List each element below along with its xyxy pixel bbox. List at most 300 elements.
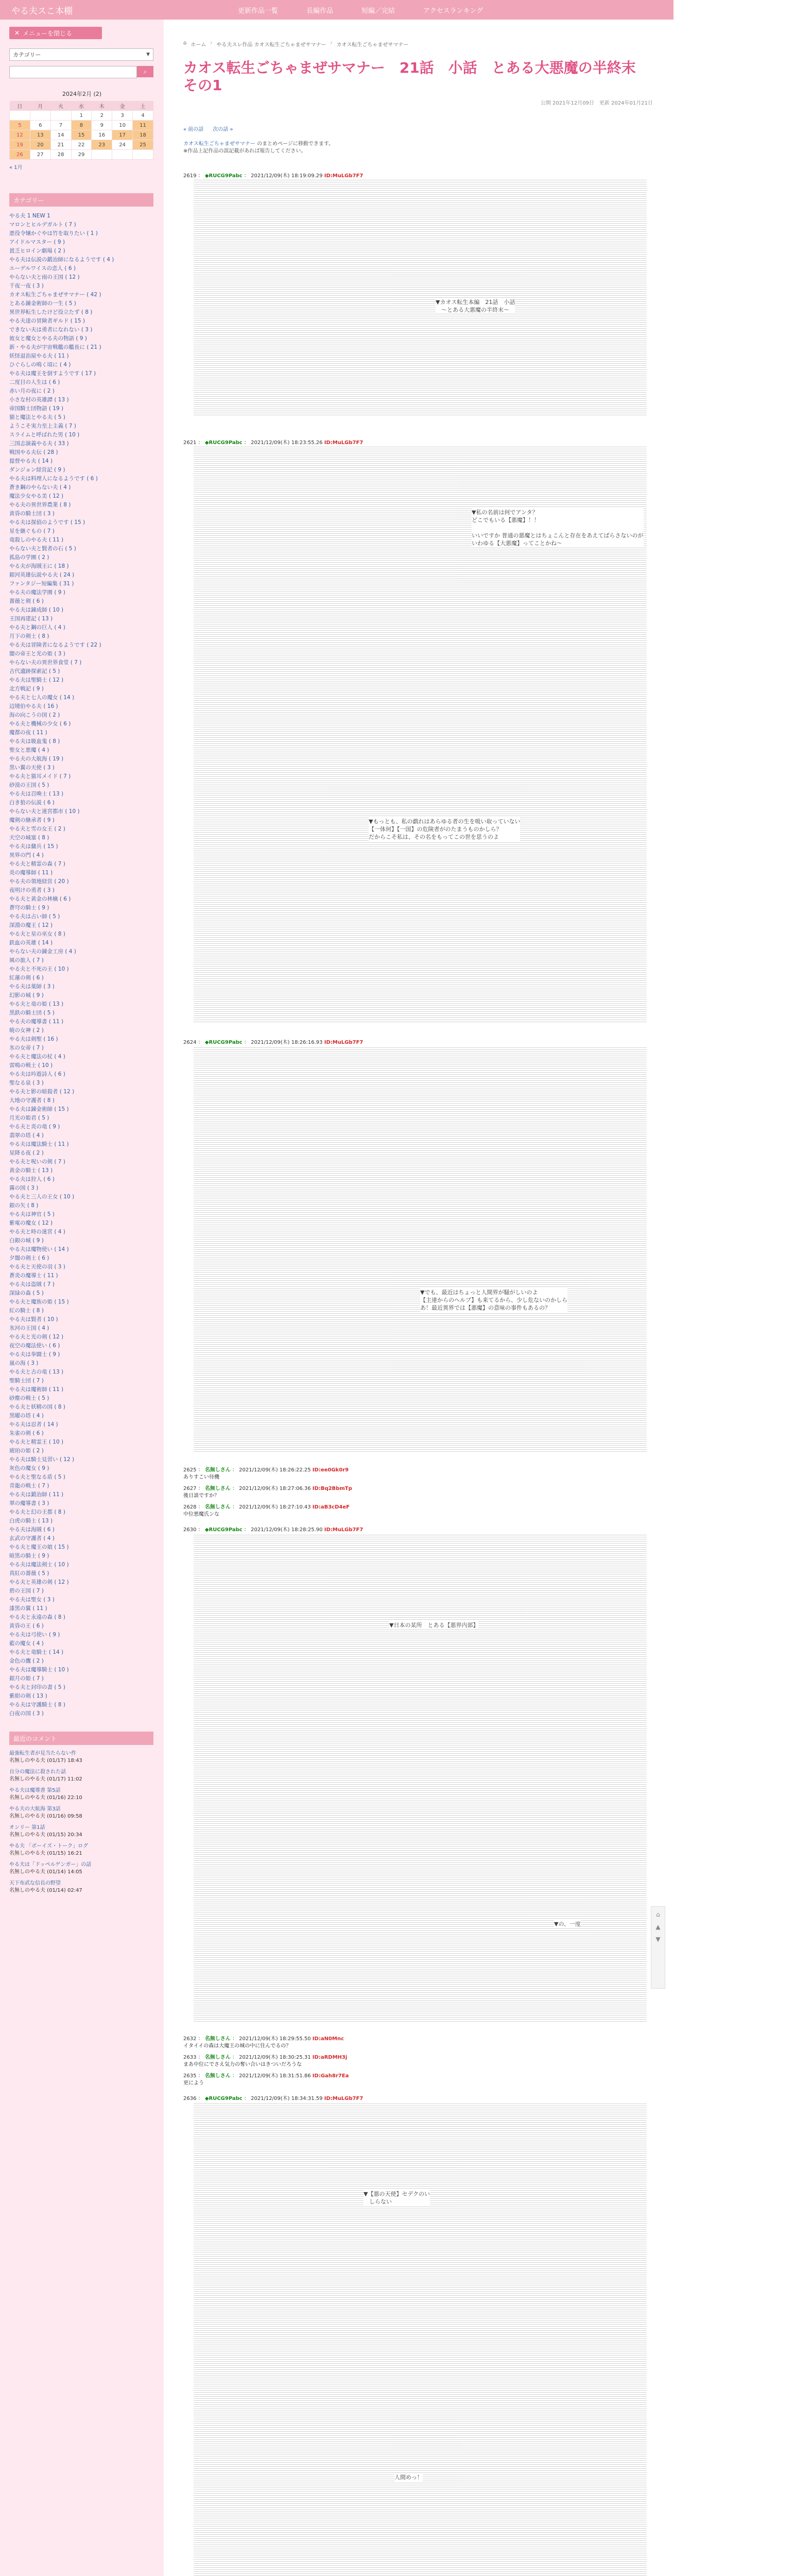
- post-number[interactable]: 2628: [183, 1504, 197, 1510]
- post-number[interactable]: 2621: [183, 440, 197, 446]
- category-link-label: 黄昏の騎士団 ( 3 ): [9, 511, 55, 517]
- category-link[interactable]: [9, 308, 153, 317]
- category-link[interactable]: [9, 1061, 153, 1070]
- post-number[interactable]: 2624: [183, 1040, 197, 1045]
- category-link[interactable]: [9, 247, 153, 256]
- post-id[interactable]: ID:MuLGb7F7: [324, 173, 364, 179]
- post-number[interactable]: 2632: [183, 2036, 197, 2042]
- search-input[interactable]: [9, 66, 137, 78]
- ascii-art-caption: ▼【悪の天使】セデクのい しらない: [364, 2191, 430, 2205]
- category-link[interactable]: [9, 580, 153, 588]
- category-link[interactable]: [9, 1175, 153, 1184]
- category-link[interactable]: [9, 842, 153, 851]
- calendar-day[interactable]: 11: [133, 121, 153, 130]
- category-link-label: やる夫は聖騎士 ( 12 ): [9, 677, 64, 683]
- category-link[interactable]: [9, 1385, 153, 1394]
- category-link[interactable]: [9, 930, 153, 939]
- category-select[interactable]: [9, 48, 153, 61]
- category-link[interactable]: [9, 737, 153, 746]
- recent-comment-item: [9, 1787, 153, 1802]
- category-link[interactable]: [9, 492, 153, 501]
- category-link[interactable]: [9, 877, 153, 886]
- category-link-label: 碧の王国 ( 7 ): [9, 1588, 44, 1594]
- category-link[interactable]: [9, 947, 153, 956]
- category-link[interactable]: [9, 553, 153, 562]
- calendar-day[interactable]: 15: [71, 130, 92, 140]
- category-link[interactable]: [9, 1009, 153, 1018]
- category-link[interactable]: [9, 816, 153, 825]
- category-link[interactable]: [9, 256, 153, 264]
- category-link[interactable]: [9, 1438, 153, 1447]
- recent-comment-meta: 名無しのやる夫 (01/14) 02:47: [9, 1888, 82, 1893]
- nav-item-short[interactable]: 短編／完結: [361, 7, 395, 15]
- category-link[interactable]: [9, 693, 153, 702]
- category-link-label: やる夫の魔法学園 ( 9 ): [9, 589, 65, 596]
- category-link[interactable]: [9, 1149, 153, 1158]
- category-link[interactable]: [9, 807, 153, 816]
- category-link[interactable]: [9, 1420, 153, 1429]
- category-link[interactable]: [9, 501, 153, 510]
- category-link[interactable]: [9, 404, 153, 413]
- next-post-link[interactable]: 次の話 »: [213, 127, 233, 132]
- category-link[interactable]: [9, 623, 153, 632]
- post-id[interactable]: ID:aRDMH3j: [312, 2055, 348, 2060]
- category-link-label: 夜空の魔法使い ( 6 ): [9, 1343, 60, 1349]
- category-link-label: やる夫は盗賊 ( 7 ): [9, 1281, 55, 1287]
- post-date: 2021/12/09(木) 18:23:55.26: [251, 440, 323, 446]
- thread-post: [183, 2054, 657, 2069]
- category-link[interactable]: [9, 588, 153, 597]
- category-link[interactable]: [9, 1403, 153, 1412]
- category-link[interactable]: [9, 746, 153, 755]
- category-link[interactable]: [9, 1587, 153, 1596]
- category-link[interactable]: [9, 474, 153, 483]
- post-number[interactable]: 2635: [183, 2073, 197, 2079]
- up-arrow-icon[interactable]: ▲: [655, 1923, 661, 1930]
- category-link[interactable]: [9, 1639, 153, 1648]
- recent-comment-meta: 名無しのやる夫 (01/14) 14:05: [9, 1869, 82, 1875]
- category-link[interactable]: [9, 229, 153, 238]
- category-link[interactable]: [9, 352, 153, 361]
- category-link[interactable]: [9, 1482, 153, 1490]
- category-link-label: 竜殺しのやる夫 ( 11 ): [9, 537, 64, 543]
- calendar-day[interactable]: 25: [133, 140, 153, 150]
- category-link-label: 黒曜の塔 ( 4 ): [9, 1413, 44, 1419]
- category-link[interactable]: [9, 1561, 153, 1569]
- calendar-day[interactable]: 13: [30, 130, 50, 140]
- category-link[interactable]: [9, 912, 153, 921]
- category-link[interactable]: [9, 1394, 153, 1403]
- calendar-day: [30, 111, 50, 121]
- page-title: カオス転生ごちゃまぜサマナー 21話 小話 とある大悪魔の半終末 その1: [183, 59, 650, 94]
- category-link[interactable]: [9, 650, 153, 658]
- search-button[interactable]: [137, 66, 153, 77]
- category-link[interactable]: [9, 685, 153, 693]
- category-link[interactable]: [9, 536, 153, 545]
- category-link[interactable]: [9, 378, 153, 387]
- post-id[interactable]: ID:Bq2BbmTp: [312, 1486, 352, 1492]
- category-link[interactable]: [9, 1447, 153, 1455]
- category-link[interactable]: [9, 1631, 153, 1639]
- post-id[interactable]: ID:MuLGb7F7: [324, 440, 364, 446]
- category-link-label: やらない夫と迷宮都市 ( 10 ): [9, 808, 80, 815]
- recent-comment-title[interactable]: 天下布武な信長の野望: [9, 1880, 61, 1886]
- category-link[interactable]: [9, 1307, 153, 1315]
- post-body: 後日談ですか？: [183, 1493, 219, 1499]
- category-link[interactable]: [9, 869, 153, 877]
- post-number[interactable]: 2630: [183, 1527, 197, 1533]
- category-link[interactable]: [9, 1552, 153, 1561]
- calendar-day[interactable]: 23: [92, 140, 112, 150]
- category-link[interactable]: [9, 597, 153, 606]
- category-link[interactable]: [9, 1604, 153, 1613]
- category-link[interactable]: [9, 1280, 153, 1289]
- category-link[interactable]: [9, 1298, 153, 1307]
- category-link[interactable]: [9, 606, 153, 615]
- calendar-weekday: 日: [10, 101, 30, 111]
- calendar-day[interactable]: 18: [133, 130, 153, 140]
- post-header: 2630 ： ◆RUCG9Pabc ： 2021/12/09(木) 18:28:25.90 ID:MuLGb7F7: [183, 1527, 364, 1533]
- recent-comment-title[interactable]: やる夫は魔導書 第5話: [9, 1788, 61, 1793]
- category-link[interactable]: [9, 1368, 153, 1377]
- category-link[interactable]: [9, 956, 153, 965]
- category-link[interactable]: [9, 1377, 153, 1385]
- category-link[interactable]: [9, 1534, 153, 1543]
- category-link[interactable]: [9, 457, 153, 466]
- category-link-label: 紫紺の剣 ( 13 ): [9, 1693, 47, 1699]
- category-link[interactable]: [9, 483, 153, 492]
- category-link[interactable]: [9, 1333, 153, 1342]
- category-link[interactable]: [9, 1158, 153, 1166]
- recent-comment-title[interactable]: やる夫の大航海 第3話: [9, 1806, 61, 1812]
- category-link[interactable]: [9, 299, 153, 308]
- category-link[interactable]: [9, 1578, 153, 1587]
- category-link[interactable]: [9, 1464, 153, 1473]
- category-link[interactable]: [9, 1236, 153, 1245]
- category-link[interactable]: [9, 1526, 153, 1534]
- category-link-label: やる夫と精霊王 ( 10 ): [9, 1439, 64, 1445]
- category-link[interactable]: [9, 851, 153, 860]
- calendar-title[interactable]: 2024年2月 (2): [62, 91, 102, 97]
- category-link[interactable]: [9, 1263, 153, 1272]
- calendar-day[interactable]: 20: [30, 140, 50, 150]
- category-link[interactable]: [9, 212, 153, 221]
- calendar-day[interactable]: 5: [10, 121, 30, 130]
- category-link[interactable]: [9, 1053, 153, 1061]
- category-link[interactable]: [9, 1131, 153, 1140]
- category-link[interactable]: [9, 886, 153, 895]
- post-number[interactable]: 2625: [183, 1467, 197, 1473]
- category-link[interactable]: [9, 396, 153, 404]
- post-number[interactable]: 2627: [183, 1486, 197, 1492]
- category-link-label: 琥珀の姫 ( 2 ): [9, 1448, 44, 1454]
- category-link[interactable]: [9, 728, 153, 737]
- category-link-label: やる夫は魔術師 ( 11 ): [9, 1386, 64, 1393]
- category-link[interactable]: [9, 711, 153, 720]
- category-link[interactable]: [9, 1201, 153, 1210]
- recent-comment-title[interactable]: オンリー 第1話: [9, 1825, 45, 1831]
- category-link[interactable]: [9, 834, 153, 842]
- category-link[interactable]: [9, 860, 153, 869]
- category-link[interactable]: [9, 1517, 153, 1526]
- category-link[interactable]: [9, 510, 153, 518]
- post-number[interactable]: 2619: [183, 173, 197, 179]
- category-link[interactable]: [9, 1455, 153, 1464]
- category-link[interactable]: [9, 904, 153, 912]
- category-link-label: 朱雀の剣 ( 6 ): [9, 1430, 44, 1436]
- category-link[interactable]: [9, 273, 153, 282]
- category-link[interactable]: [9, 825, 153, 834]
- ascii-art-caption: ▼もっとも、私の戯れはあらゆる者の生を吸い取っていない 【一体何】【一国】の危険者がのたまうものかしら？ だからこそ私は、その名をもってこの世を思うのよ: [369, 818, 521, 840]
- post-header: 2636 ： ◆RUCG9Pabc ： 2021/12/09(木) 18:34:31.59 ID:MuLGb7F7: [183, 2096, 364, 2102]
- post-id[interactable]: ID:MuLGb7F7: [324, 2096, 364, 2102]
- category-link[interactable]: [9, 1709, 153, 1718]
- category-link[interactable]: [9, 571, 153, 580]
- post-body: まあ中位にでさえ気力の奪い合いはきついだろうな: [183, 2062, 302, 2067]
- category-link-label: 暁の女神 ( 2 ): [9, 1027, 44, 1033]
- category-link-label: やる夫は探偵のようです ( 15 ): [9, 519, 85, 526]
- home-icon[interactable]: ⌂: [656, 1911, 660, 1918]
- breadcrumb-category[interactable]: やる夫スレ作品 カオス転生ごちゃまぜサマナー: [216, 42, 326, 48]
- category-link[interactable]: [9, 1245, 153, 1254]
- prev-post-link[interactable]: « 前の話: [183, 127, 204, 132]
- category-link[interactable]: [9, 991, 153, 1000]
- nav-item-updated[interactable]: 更新作品一覧: [238, 7, 279, 15]
- category-link-label: 白銀の城 ( 9 ): [9, 1238, 44, 1244]
- nav-item-ranking[interactable]: アクセスランキング: [423, 7, 483, 15]
- category-link[interactable]: [9, 702, 153, 711]
- category-link[interactable]: [9, 1692, 153, 1701]
- category-link[interactable]: [9, 282, 153, 291]
- category-link[interactable]: [9, 448, 153, 457]
- post-number[interactable]: 2633: [183, 2055, 197, 2060]
- category-link-label: やる夫と炎の竜 ( 9 ): [9, 1124, 60, 1130]
- category-link[interactable]: [9, 1079, 153, 1088]
- category-link[interactable]: [9, 1219, 153, 1228]
- down-arrow-icon[interactable]: ▼: [655, 1936, 661, 1943]
- category-link-label: 真紅の薔薇 ( 5 ): [9, 1570, 49, 1577]
- post-number[interactable]: 2636: [183, 2096, 197, 2102]
- category-link[interactable]: [9, 413, 153, 422]
- nav-item-long[interactable]: 長編作品: [306, 7, 334, 15]
- category-link[interactable]: [9, 527, 153, 536]
- calendar-weekday: 木: [92, 101, 112, 111]
- category-link[interactable]: [9, 369, 153, 378]
- category-link[interactable]: [9, 939, 153, 947]
- category-link[interactable]: [9, 641, 153, 650]
- category-link-label: やる夫は魔王を倒すようです ( 17 ): [9, 370, 96, 377]
- category-link-label: やる夫は召喚士 ( 13 ): [9, 791, 64, 797]
- thread-post: [183, 2095, 657, 2576]
- calendar-day[interactable]: 26: [10, 150, 30, 160]
- close-menu-label: メニューを閉じる: [23, 29, 73, 37]
- category-link[interactable]: [9, 1499, 153, 1508]
- category-link[interactable]: [9, 1701, 153, 1709]
- category-link-label: やる夫と猫耳メイド ( 7 ): [9, 773, 71, 779]
- recent-comment-meta: 名無しのやる夫 (01/15) 20:34: [9, 1832, 82, 1838]
- category-link[interactable]: [9, 974, 153, 982]
- category-link-label: やる夫は占い師 ( 5 ): [9, 913, 60, 920]
- category-link[interactable]: [9, 343, 153, 352]
- category-link[interactable]: [9, 1429, 153, 1438]
- category-link[interactable]: [9, 1018, 153, 1026]
- category-link[interactable]: [9, 1254, 153, 1263]
- post-id[interactable]: ID:MuLGb7F7: [324, 1040, 364, 1045]
- calendar-day[interactable]: 8: [71, 121, 92, 130]
- category-link[interactable]: [9, 1412, 153, 1420]
- category-link[interactable]: [9, 518, 153, 527]
- category-link[interactable]: [9, 1324, 153, 1333]
- category-link[interactable]: [9, 1272, 153, 1280]
- category-link[interactable]: [9, 982, 153, 991]
- category-link[interactable]: [9, 667, 153, 676]
- category-link[interactable]: [9, 1096, 153, 1105]
- category-link[interactable]: [9, 326, 153, 334]
- category-link[interactable]: [9, 422, 153, 431]
- category-link[interactable]: [9, 1569, 153, 1578]
- site-title[interactable]: やる夫スこ本棚: [11, 6, 73, 16]
- category-link[interactable]: [9, 615, 153, 623]
- category-link[interactable]: [9, 1105, 153, 1114]
- category-link[interactable]: [9, 1508, 153, 1517]
- category-link[interactable]: [9, 658, 153, 667]
- calendar-day[interactable]: 19: [10, 140, 30, 150]
- category-link[interactable]: [9, 466, 153, 474]
- category-link[interactable]: [9, 334, 153, 343]
- category-link[interactable]: [9, 781, 153, 790]
- category-link[interactable]: [9, 755, 153, 764]
- category-link[interactable]: [9, 1543, 153, 1552]
- category-link[interactable]: [9, 921, 153, 930]
- category-link[interactable]: [9, 965, 153, 974]
- post-id[interactable]: ID:MuLGb7F7: [324, 1527, 364, 1533]
- recent-comment-title[interactable]: 最強転生者が見当たらない件: [9, 1751, 76, 1756]
- category-link[interactable]: [9, 1359, 153, 1368]
- category-link[interactable]: [9, 1674, 153, 1683]
- post-date: 2021/12/09(木) 18:34:31.59: [251, 2096, 323, 2102]
- category-link[interactable]: [9, 1228, 153, 1236]
- category-link[interactable]: [9, 291, 153, 299]
- category-link[interactable]: [9, 790, 153, 799]
- category-link[interactable]: [9, 1123, 153, 1131]
- category-link[interactable]: [9, 1035, 153, 1044]
- category-link-label: 鉄血の英雄 ( 14 ): [9, 940, 53, 946]
- category-link[interactable]: [9, 1140, 153, 1149]
- ascii-art-caption: ▼私の名前は何でアンタ？ どこでもいる【悪魔】！！ いいですか 普通の悪魔とはちょこんと存在をあえてばらさないのが いわゆる【大悪魔】ってことかね～: [472, 509, 644, 547]
- post-id[interactable]: ID:Gah8r7Ea: [312, 2073, 349, 2079]
- close-menu-button[interactable]: [9, 27, 102, 39]
- category-link[interactable]: [9, 772, 153, 781]
- category-link[interactable]: [9, 720, 153, 728]
- category-link[interactable]: [9, 221, 153, 229]
- search-row: [9, 66, 164, 78]
- intro-link[interactable]: カオス転生ごちゃまぜサマナー: [183, 141, 255, 147]
- category-link-label: ファンタジー短編集 ( 31 ): [9, 581, 74, 587]
- category-link[interactable]: [9, 238, 153, 247]
- category-link[interactable]: [9, 1166, 153, 1175]
- category-link[interactable]: [9, 1184, 153, 1193]
- category-link-label: 嵐の海 ( 3 ): [9, 1360, 39, 1366]
- category-link[interactable]: [9, 1490, 153, 1499]
- category-link[interactable]: [9, 1622, 153, 1631]
- category-link[interactable]: [9, 764, 153, 772]
- category-link[interactable]: [9, 1648, 153, 1657]
- category-link-label: やる夫と魔族の姫 ( 15 ): [9, 1299, 69, 1305]
- category-link-label: 海の向こうの国 ( 2 ): [9, 712, 60, 718]
- category-link[interactable]: [9, 1044, 153, 1053]
- category-link[interactable]: [9, 439, 153, 448]
- category-link-label: やる夫と光の剣 ( 12 ): [9, 1334, 64, 1340]
- category-link[interactable]: [9, 1473, 153, 1482]
- recent-comment-title[interactable]: 自分の魔法に殺された話: [9, 1769, 66, 1775]
- category-link-label: 蒼穹の騎士 ( 9 ): [9, 905, 49, 911]
- category-link[interactable]: [9, 1596, 153, 1604]
- category-link[interactable]: [9, 264, 153, 273]
- category-link-label: 暗黒の騎士 ( 9 ): [9, 1553, 49, 1559]
- category-link[interactable]: [9, 317, 153, 326]
- category-list: [9, 212, 153, 1718]
- category-link[interactable]: [9, 1666, 153, 1674]
- category-link[interactable]: [9, 562, 153, 571]
- category-link[interactable]: [9, 1000, 153, 1009]
- category-link[interactable]: [9, 1088, 153, 1096]
- category-link[interactable]: [9, 1193, 153, 1201]
- category-link[interactable]: [9, 1114, 153, 1123]
- post-date: 2021/12/09(木) 18:26:22.25: [239, 1467, 311, 1473]
- category-link[interactable]: [9, 387, 153, 396]
- calendar-day[interactable]: 17: [112, 130, 133, 140]
- category-link[interactable]: [9, 1342, 153, 1350]
- category-link[interactable]: [9, 1683, 153, 1692]
- category-link-label: 藍の魔女 ( 4 ): [9, 1640, 44, 1647]
- post-body: 更によう: [183, 2080, 204, 2086]
- calendar-day[interactable]: 12: [10, 130, 30, 140]
- category-link[interactable]: [9, 1210, 153, 1219]
- calendar-prev-link[interactable]: « 1月: [9, 165, 23, 171]
- category-link[interactable]: [9, 431, 153, 439]
- recent-comment-title[interactable]: やる夫 「ボーイズ・トーク」ログ: [9, 1843, 89, 1849]
- category-link[interactable]: [9, 1070, 153, 1079]
- category-link[interactable]: [9, 632, 153, 641]
- category-link[interactable]: [9, 1613, 153, 1622]
- category-link[interactable]: [9, 361, 153, 369]
- breadcrumb-home[interactable]: ホーム: [191, 42, 206, 48]
- post-id[interactable]: ID:ee0Gk0r9: [312, 1467, 349, 1473]
- category-link-label: やる夫と英雄の剣 ( 12 ): [9, 1579, 69, 1585]
- category-link-label: やる夫と呪いの剣 ( 7 ): [9, 1159, 65, 1165]
- category-link[interactable]: [9, 676, 153, 685]
- category-link-label: 白き狼の伝説 ( 6 ): [9, 800, 55, 806]
- category-link-label: 黄金の騎士 ( 13 ): [9, 1167, 53, 1174]
- category-link-label: 銀の矢 ( 8 ): [9, 1202, 39, 1209]
- category-link[interactable]: [9, 1350, 153, 1359]
- category-link[interactable]: [9, 1289, 153, 1298]
- ascii-art-block: [194, 1534, 647, 2023]
- recent-comment-title[interactable]: やる夫は「ドッペルゲンガー」の話: [9, 1862, 92, 1868]
- category-link[interactable]: [9, 1315, 153, 1324]
- category-link[interactable]: [9, 545, 153, 553]
- post-id[interactable]: ID:aN0Mnc: [312, 2036, 344, 2042]
- post-id[interactable]: ID:aB3cD4eF: [312, 1504, 350, 1510]
- post-date: 2021/12/09(木) 18:28:25.90: [251, 1527, 323, 1533]
- category-link[interactable]: [9, 799, 153, 807]
- category-link[interactable]: [9, 1026, 153, 1035]
- category-link[interactable]: [9, 1657, 153, 1666]
- category-link-label: 彼女と魔女とやる夫の物語 ( 9 ): [9, 335, 87, 342]
- close-icon: ✕: [14, 29, 20, 37]
- post-author: ◆RUCG9Pabc: [204, 1040, 243, 1045]
- category-link[interactable]: [9, 895, 153, 904]
